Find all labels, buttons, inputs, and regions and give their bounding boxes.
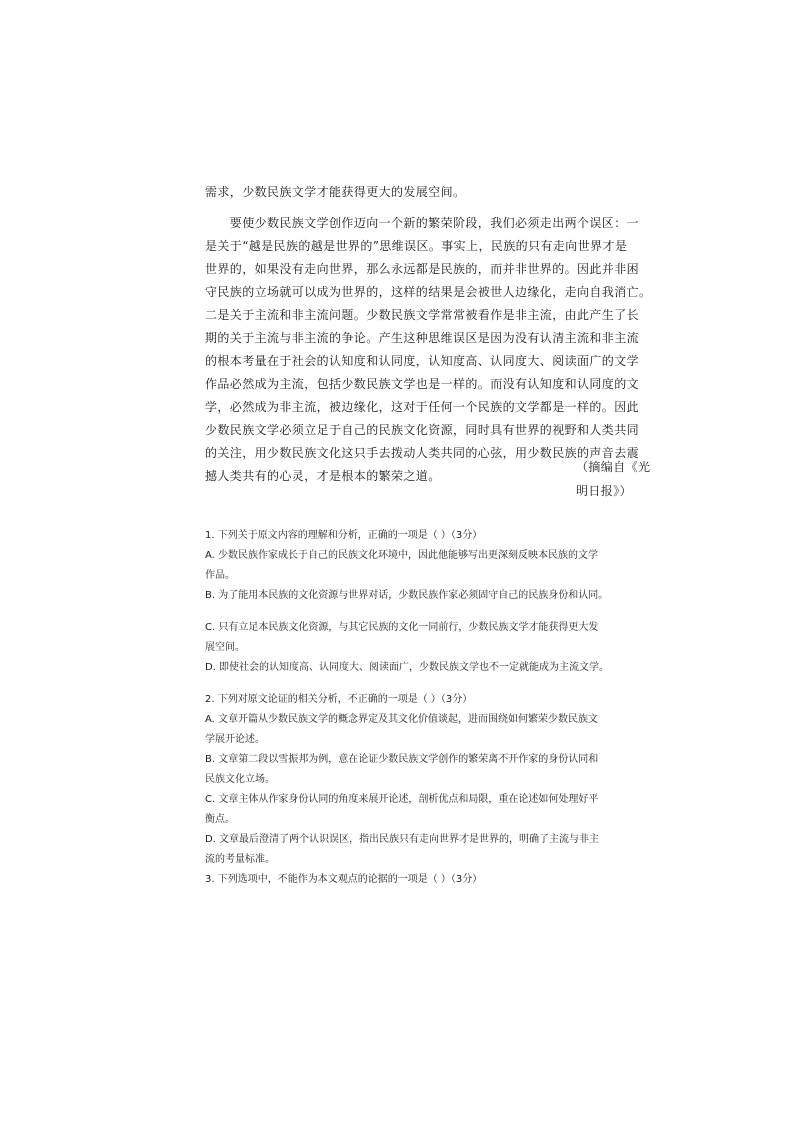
option-c-cont: 衡点。 — [205, 814, 235, 825]
source-line-2: 明日报》） — [576, 484, 633, 498]
passage-line: 少数民族文学必须立足于自己的民族文化资源，同时具有世界的视野和人类共同 — [205, 423, 640, 437]
source-citation — [540, 455, 660, 503]
passage-line: 学，必然成为非主流，被边缘化，这对于任何一个民族的文学都是一样的。因此 — [205, 400, 640, 414]
passage-line: 的根本考量在于社会的认知度和认同度，认知度高、认同度大、阅读面广的文学 — [205, 354, 640, 368]
question-3 — [205, 870, 650, 890]
passage-line: 的关注，用少数民族文化这只手去拨动人类共同的心弦，用少数民族的声音去震 — [205, 446, 640, 460]
option-b: B. 文章第二段以雪振邦为例，意在论证少数民族文学创作的繁荣离不开作家的身份认同和 — [205, 754, 599, 765]
option-d: D. 文章最后澄清了两个认识误区，指出民族只有走向世界才是世界的，明确了主流与非主 — [205, 834, 600, 845]
option-c: C. 文章主体从作家身份认同的角度来展开论述，剖析优点和局限，重在论述如何处理好平 — [205, 794, 599, 805]
source-line-1: （摘编自《光 — [576, 460, 651, 474]
option-c-cont: 展空间。 — [205, 642, 245, 653]
option-b-cont: 民族文化立场。 — [205, 774, 275, 785]
passage-line: 需求，少数民族文学才能获得更大的发展空间。 — [205, 185, 466, 199]
option-c: C. 只有立足本民族文化资源，与其它民族的文化一同前行，少数民族文学才能获得更大发 — [205, 622, 599, 633]
passage-line: 作品必然成为主流，包括少数民族文学也是一样的。而没有认知度和认同度的文 — [205, 377, 640, 391]
passage-line: 世界的，如果没有走向世界，那么永远都是民族的，而并非世界的。因此并非困 — [205, 262, 640, 276]
passage-line: 期的关于主流与非主流的争论。产生这种思维误区是因为没有认清主流和非主流 — [205, 331, 640, 345]
question-2 — [205, 690, 650, 870]
passage-line: 二是关于主流和非主流问题。少数民族文学常常被看作是非主流，由此产生了长 — [205, 308, 640, 322]
option-a-cont: 学展开论述。 — [205, 734, 265, 745]
passage-line: 是关于“越是民族的越是世界的”思维误区。事实上，民族的只有走向世界才是 — [205, 239, 628, 253]
question-stem: 3. 下列选项中，不能作为本文观点的论据的一项是（ ）（3分） — [205, 874, 483, 885]
question-stem: 2. 下列对原文论证的相关分析，不正确的一项是（ ）（3分） — [205, 694, 473, 705]
question-stem: 1. 下列关于原文内容的理解和分析，正确的一项是（ ）（3分） — [205, 530, 483, 541]
option-b: B. 为了能用本民族的文化资源与世界对话，少数民族作家必须固守自己的民族身份和认同。 — [205, 590, 609, 601]
question-1 — [205, 526, 650, 678]
passage-paragraph-2 — [205, 212, 652, 488]
passage-line: 撼人类共有的心灵，才是根本的繁荣之道。 — [205, 469, 441, 483]
passage-line: 守民族的立场就可以成为世界的，这样的结果是会被世人边缘化，走向自我消亡。 — [205, 285, 652, 299]
option-a-cont: 作品。 — [205, 570, 235, 581]
passage-continuation — [205, 181, 645, 204]
option-d: D. 即使社会的认知度高、认同度大、阅读面广，少数民族文学也不一定就能成为主流文学。 — [205, 662, 610, 673]
passage-line: 要使少数民族文学创作迈向一个新的繁荣阶段，我们必须走出两个误区：一 — [205, 216, 640, 230]
option-d-cont: 流的考量标准。 — [205, 854, 275, 865]
option-a: A. 文章开篇从少数民族文学的概念界定及其文化价值谈起，进而围绕如何繁荣少数民族文 — [205, 714, 599, 725]
option-a: A. 少数民族作家成长于自己的民族文化环境中，因此他能够写出更深刻反映本民族的文学 — [205, 550, 599, 561]
question-section — [205, 526, 650, 890]
